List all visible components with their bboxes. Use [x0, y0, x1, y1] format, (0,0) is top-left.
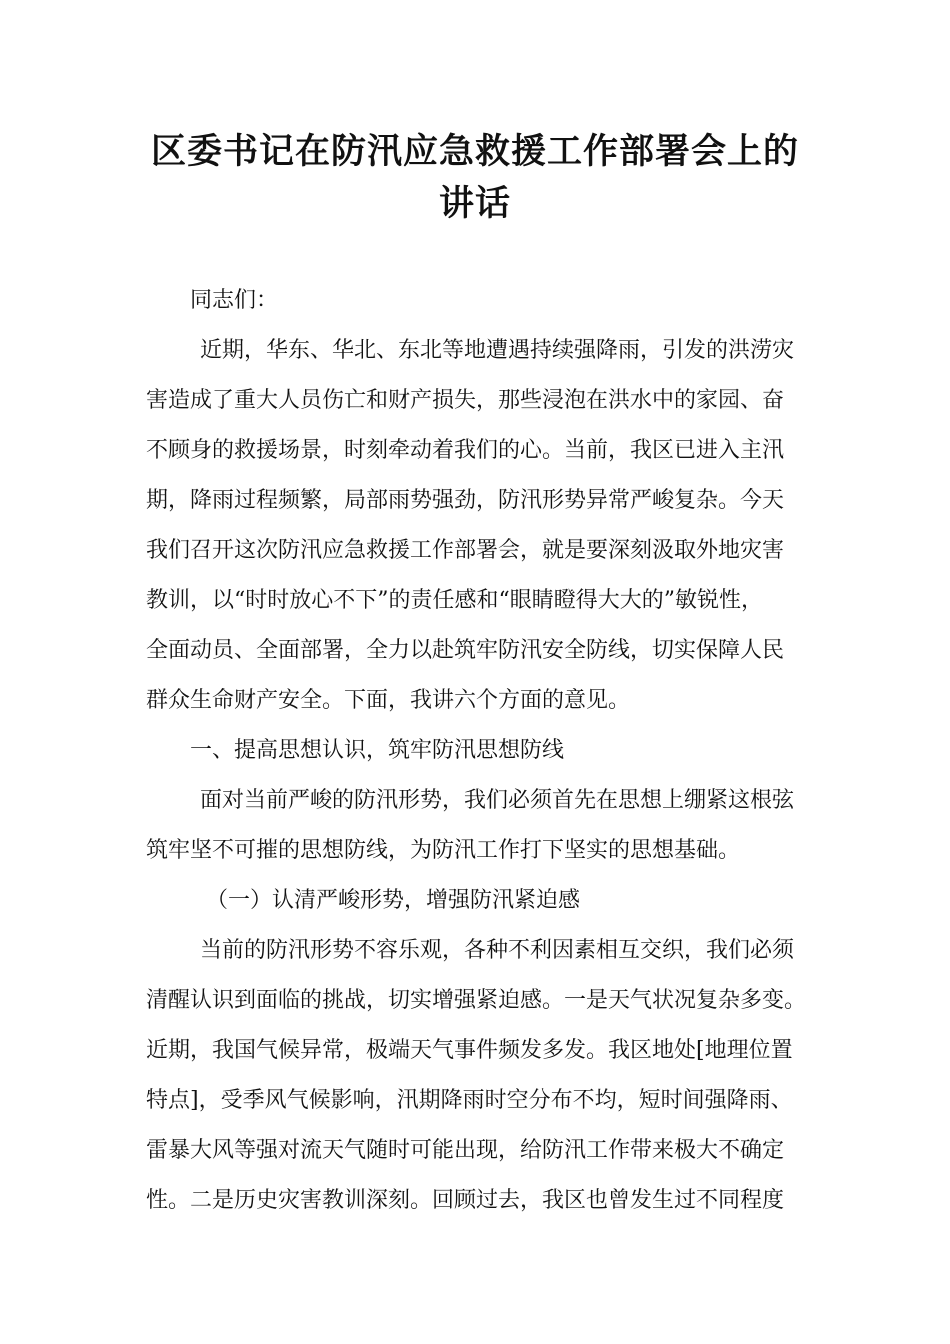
paragraph-line: 性。二是历史灾害教训深刻。回顾过去，我区也曾发生过不同程度	[146, 1188, 785, 1213]
paragraph-line: 我们召开这次防汛应急救援工作部署会，就是要深刻汲取外地灾害	[146, 538, 785, 563]
paragraph-line: 群众生命财产安全。下面，我讲六个方面的意见。	[146, 688, 631, 713]
paragraph-line: 当前的防汛形势不容乐观，各种不利因素相互交织，我们必须	[200, 938, 795, 963]
paragraph-line: 雷暴大风等强对流天气随时可能出现，给防汛工作带来极大不确定	[146, 1138, 785, 1163]
paragraph-line: 害造成了重大人员伤亡和财产损失，那些浸泡在洪水中的家园、奋	[146, 388, 785, 413]
paragraph-line: 全面动员、全面部署，全力以赴筑牢防汛安全防线，切实保障人民	[146, 638, 785, 663]
paragraph-line: 近期，我国气候异常，极端天气事件频发多发。我区地处[地理位置	[146, 1038, 793, 1063]
document-title-line-2: 讲话	[438, 184, 511, 224]
paragraph-line: 面对当前严峻的防汛形势，我们必须首先在思想上绷紧这根弦	[200, 788, 795, 813]
paragraph-line: 筑牢坚不可摧的思想防线，为防汛工作打下坚实的思想基础。	[146, 838, 741, 863]
salutation: 同志们：	[190, 288, 279, 313]
section-heading: 一、提高思想认识，筑牢防汛思想防线	[190, 738, 565, 763]
document-body	[146, 276, 818, 1226]
paragraph-line: 教训，以“时时放心不下”的责任感和“眼睛瞪得大大的”敏锐性，	[146, 588, 763, 613]
paragraph-line: 特点]，受季风气候影响，汛期降雨时空分布不均，短时间强降雨、	[146, 1088, 793, 1113]
paragraph-line: 清醒认识到面临的挑战，切实增强紧迫感。一是天气状况复杂多变。	[146, 988, 807, 1013]
document-title-line-1: 区委书记在防汛应急救援工作部署会上的	[150, 132, 799, 172]
paragraph-line: 期，降雨过程频繁，局部雨势强劲，防汛形势异常严峻复杂。今天	[146, 488, 785, 513]
paragraph-line: 近期，华东、华北、东北等地遭遇持续强降雨，引发的洪涝灾	[200, 338, 795, 363]
paragraph-line: 不顾身的救援场景，时刻牵动着我们的心。当前，我区已进入主汛	[146, 438, 785, 463]
subsection-heading: （一）认清严峻形势，增强防汛紧迫感	[206, 888, 581, 913]
